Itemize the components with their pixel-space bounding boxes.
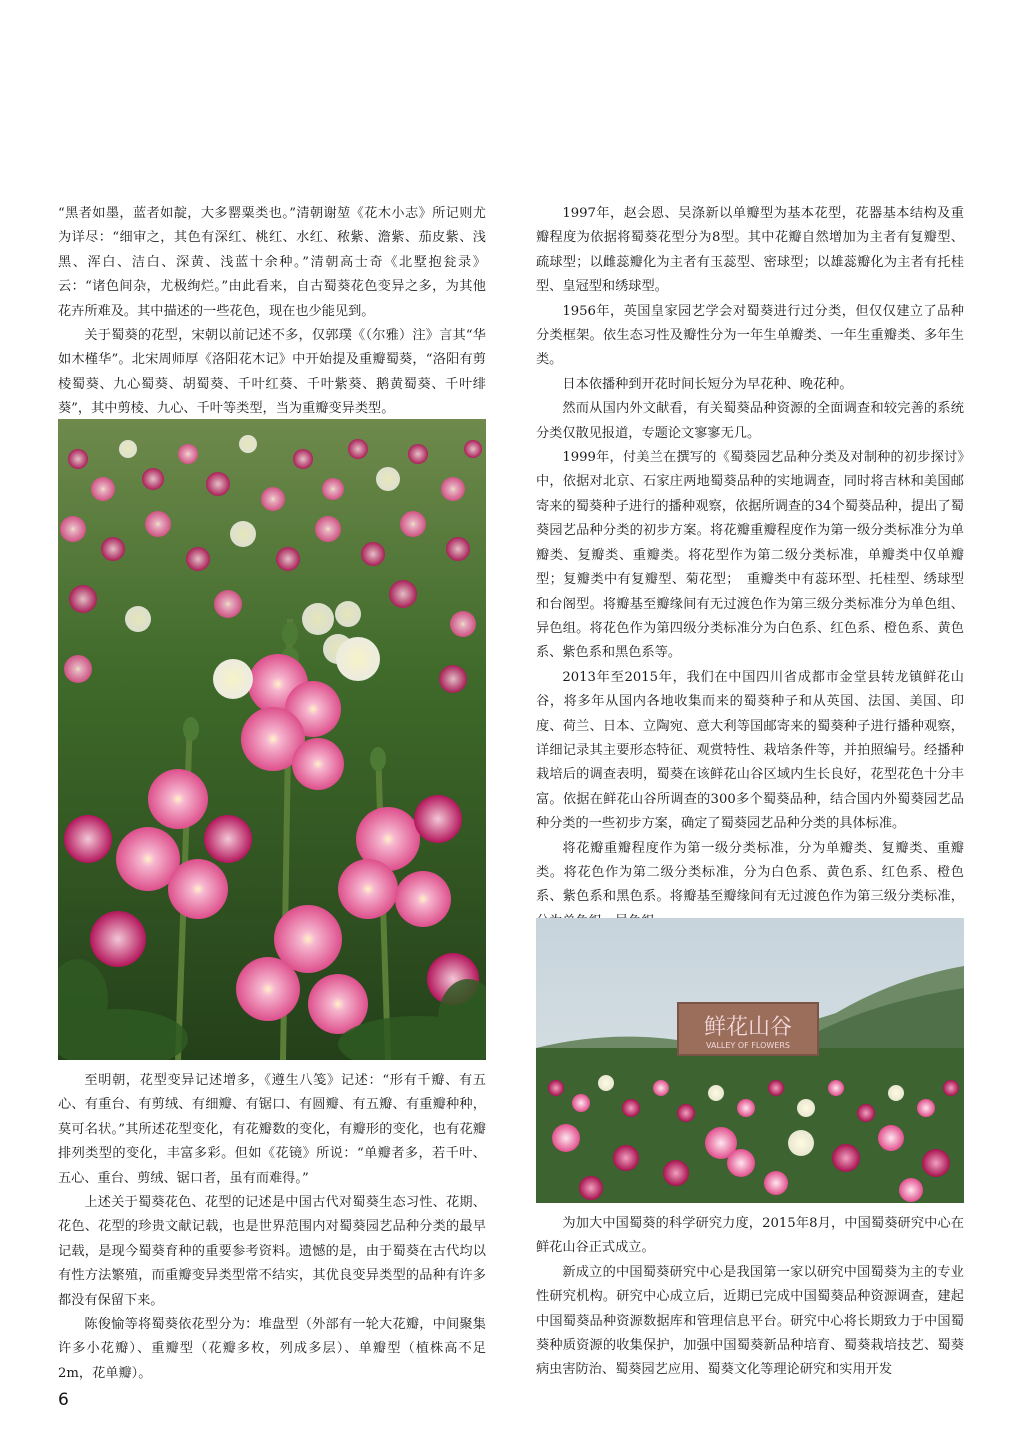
paragraph: “黑者如墨，蓝者如靛，大多罂粟类也。”清朝谢堃《花木小志》所记则尤为详尽：“细审之，其色有深红、桃红、水红、秾紫、澹紫、茄皮紫、浅黑、浑白、洁白、深黄、浅蓝十余种。”清朝高士奇《北墅抱瓮录》云：“诸色间杂，尤极绚烂。”由此看来，自古蜀葵花色变异之多，为其他花卉所难及。其中描述的一些花色，现在也少能见到。 xyxy=(58,206,486,319)
right-column-bottom-text xyxy=(536,1212,964,1383)
paragraph: 关于蜀葵的花型，宋朝以前记述不多，仅郭璞《（尔雅）注》言其“华如木槿华”。北宋周师厚《洛阳花木记》中开始提及重瓣蜀葵，“洛阳有剪棱蜀葵、九心蜀葵、胡蜀葵、千叶红葵、千叶紫葵、鹅黄蜀葵、千叶绯葵”，其中剪棱、九心、千叶等类型，当为重瓣变异类型。 xyxy=(58,328,486,417)
flower-valley-image xyxy=(536,918,964,1203)
valley-sign xyxy=(678,1003,818,1055)
hollyhock-field-photo xyxy=(58,419,486,1060)
paragraph: 将花瓣重瓣程度作为第一级分类标准，分为单瓣类、复瓣类、重瓣类。将花色作为第二级分类标准，分为白色系、黄色系、红色系、橙色系、紫色系和黑色系。将瓣基至瓣缘间有无过渡色作为第三级分类标准， xyxy=(536,840,964,905)
flower-valley-sign-photo xyxy=(536,918,964,1203)
paragraph: 为加大中国蜀葵的科学研究力度，2015年8月，中国蜀葵研究中心在鲜花山谷正式成立。 xyxy=(536,1216,964,1256)
page-number: 6 xyxy=(58,1390,69,1410)
paragraph: 1956年，英国皇家园艺学会对蜀葵进行过分类，但仅仅建立了品种分类框架。依生态习性及瓣性分为一年生单瓣类、一年生重瓣类、多年生类。 xyxy=(536,303,964,368)
left-column-top-text xyxy=(58,202,486,422)
hollyhock-field-image xyxy=(58,419,486,1060)
left-column-bottom-text xyxy=(58,1069,486,1386)
right-column-top-text xyxy=(536,202,964,934)
paragraph: 然而从国内外文献看，有关蜀葵品种资源的全面调查和较完善的系统分类仅散见报道，专题论文寥寥无几。 xyxy=(536,401,964,441)
sign-subtitle: VALLEY OF FLOWERS xyxy=(706,1041,790,1050)
paragraph: 陈俊愉等将蜀葵依花型分为：堆盘型（外部有一轮大花瓣，中间聚集许多小花瓣）、重瓣型（花瓣多枚，列成多层）、单瓣型（植株高不足2m，花单瓣）。 xyxy=(58,1317,486,1381)
paragraph: 上述关于蜀葵花色、花型的记述是中国古代对蜀葵生态习性、花期、花色、花型的珍贵文献记载，也是世界范围内对蜀葵园艺品种分类的最早记载，是现今蜀葵育种的重要参考资料。遗憾的是，由于蜀葵在古代均以有性方法繁殖，而重瓣变异类型常不结实，其优良变异类型的品种有许多都没有保留下来。 xyxy=(58,1195,486,1308)
paragraph: 1999年，付美兰在撰写的《蜀葵园艺品种分类及对制种的初步探讨》中，依据对北京、石家庄两地蜀葵品种的实地调查，同时将吉林和美国邮寄来的蜀葵种子进行的播种观察，依据所调查的34个蜀葵品种，提出了蜀葵园艺品种分类的初步方案。将花瓣重瓣程度作为第一级分类标准分为单瓣类、复瓣类、重瓣类。将花型作为第二级分类标准，单瓣类中仅单瓣型；复瓣类中有复瓣型、菊花型； 重瓣类中有蕊环型、托桂型、绣球型和台阁型。将瓣基至瓣缘间有无过渡色作为第三级分类标准分为单色组、异色组。将花色作为第四级分类标准分为白色系、红色系、橙色系、黄色系、紫色系和黑色系等。 xyxy=(536,450,964,661)
paragraph: 新成立的中国蜀葵研究中心是我国第一家以研究中国蜀葵为主的专业性研究机构。研究中心成立后，近期已完成中国蜀葵品种资源调查，建起中国蜀葵品种资源数据库和管理信息平台。研究中心将长期致力于中国蜀葵种质资源的收集保护，加强中国蜀葵新品种培育、蜀葵栽培技艺、蜀葵病虫害防治、蜀葵园艺应用、蜀葵文化等理论研究和实用开发 xyxy=(536,1264,964,1378)
paragraph: 1997年，赵会恩、吴涤新以单瓣型为基本花型，花器基本结构及重瓣程度为依据将蜀葵花型分为8型。其中花瓣自然增加为主者有复瓣型、疏球型；以雌蕊瓣化为主者有玉蕊型、密球型；以雄蕊瓣化为主者有托桂型、皇冠型和绣球型。 xyxy=(536,206,964,295)
paragraph: 至明朝，花型变异记述增多，《遵生八笺》记述：“形有千瓣、有五心、有重台、有剪绒、有细瓣、有锯口、有圆瓣、有五瓣、有重瓣种种，莫可名状。”其所述花型变化，有花瓣数的变化，有瓣形的变化，也有花瓣排列类型的变化，丰富多彩。但如《花镜》所说：“单瓣者多，若千叶、五心、重台、剪绒、锯口者，虽有而难得。” xyxy=(58,1073,486,1186)
paragraph: 日本依播种到开花时间长短分为早花种、晚花种。 xyxy=(562,376,853,392)
sign-title: 鲜花山谷 xyxy=(703,1015,793,1040)
paragraph: 2013年至2015年，我们在中国四川省成都市金堂县转龙镇鲜花山谷，将多年从国内各地收集而来的蜀葵种子和从英国、法国、美国、印度、荷兰、日本、立陶宛、意大利等国邮寄来的蜀葵种子进行播种观察，详细记录其主要形态特征、观赏特性、栽培条件等，并拍照编号。经播种栽培后的调查表明，蜀葵在该鲜花山谷区域内生长良好，花型花色十分丰富。依据在鲜花山谷所调查的300多个蜀葵品种，结合国内外蜀葵园艺品种分类的一些初步方案，确定了蜀葵园艺品种分类的具体标准。 xyxy=(536,669,964,832)
